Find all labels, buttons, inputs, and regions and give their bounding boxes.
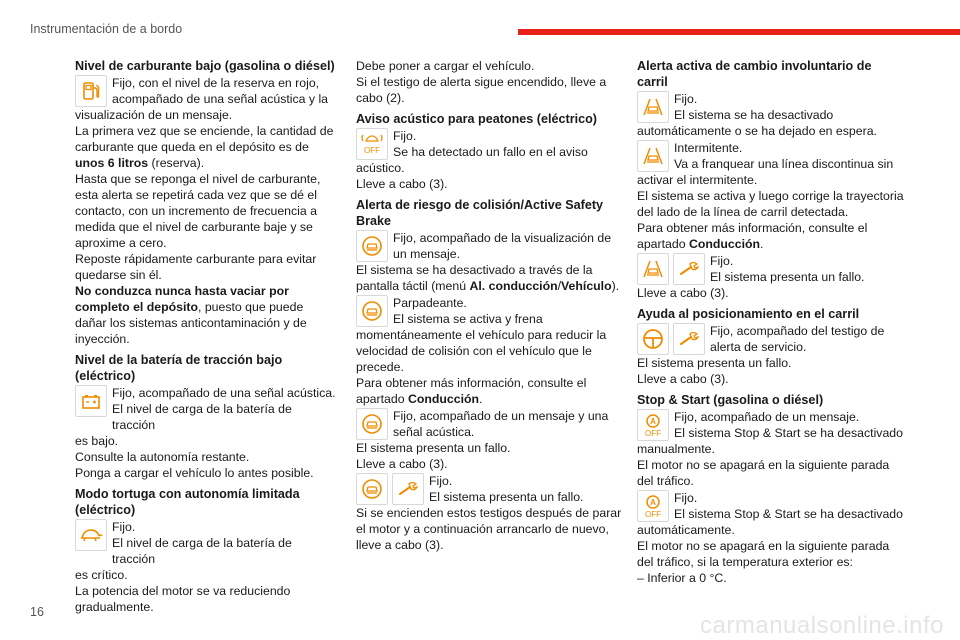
icon-line: [356, 230, 624, 262]
text: (reserva).: [148, 156, 205, 170]
text-line: El sistema Stop & Start se ha desactivado: [674, 426, 903, 440]
text-line: acompañado de una señal acústica y la: [112, 92, 329, 106]
icon-line: [356, 295, 624, 327]
section-turtle-mode: [75, 486, 337, 615]
paragraph: Debe poner a cargar el vehículo.: [356, 59, 535, 73]
paragraph: El motor no se apagará en la siguiente parada del tráfico, si la temperatura exterior es:: [637, 539, 890, 569]
text-line: Fijo, acompañado de un mensaje y una: [393, 409, 609, 423]
battery-icon: [75, 385, 107, 417]
paragraph: El sistema presenta un fallo.: [356, 441, 511, 455]
paragraph: automáticamente o se ha dejado en espera.: [637, 124, 877, 138]
section-lane-positioning: [637, 306, 905, 387]
paragraph: [75, 123, 337, 171]
section-title: Modo tortuga con autonomía limitada (eléctrico): [75, 487, 300, 517]
collision-alert-icon: [356, 408, 388, 440]
lane-departure-icon: [637, 91, 669, 123]
icon-line: [637, 253, 905, 285]
lane-positioning-icon: [637, 323, 669, 355]
text-line: Fijo, acompañado de una señal acústica.: [112, 386, 336, 400]
section-title: Nivel de carburante bajo (gasolina o diésel): [75, 59, 335, 73]
wrench-icon: [673, 323, 705, 355]
section-title: Stop & Start (gasolina o diésel): [637, 393, 824, 407]
svg-text:OFF: OFF: [364, 146, 380, 155]
paragraph: es bajo.: [75, 434, 119, 448]
icon-line: [356, 408, 624, 440]
text: /: [557, 279, 562, 293]
paragraph: El sistema presenta un fallo.: [637, 356, 792, 370]
text: Para obtener más información, consulte el apartado: [356, 376, 587, 406]
paragraph: activar el intermitente.: [637, 173, 758, 187]
text: La primera vez que se enciende, la cantidad de carburante que queda en el depósito es de: [75, 124, 334, 154]
text-line: señal acústica.: [393, 425, 475, 439]
paragraph: Reposte rápidamente carburante para evitar quedarse sin él.: [75, 252, 317, 282]
header-accent-bar: [518, 29, 960, 35]
text-line: Fijo.: [674, 92, 698, 106]
icon-line: [637, 91, 905, 123]
text-line: El sistema se activa y frena: [393, 312, 543, 326]
text-line: Intermitente.: [674, 141, 743, 155]
collision-alert-icon: [356, 473, 388, 505]
icon-line: [637, 140, 905, 172]
text: Para obtener más información, consulte el apartado: [637, 221, 868, 251]
section-title: Nivel de la batería de tracción bajo (eléctrico): [75, 353, 283, 383]
svg-text:OFF: OFF: [645, 510, 661, 519]
text: , puesto que puede dañar los sistemas anticontaminación y de inyección.: [75, 300, 307, 346]
paragraph: Lleve a cabo (3).: [637, 286, 729, 300]
column-2: [356, 58, 624, 558]
section-title: Alerta de riesgo de colisión/Active Safety Brake: [356, 198, 604, 228]
text-line: un mensaje.: [393, 247, 460, 261]
paragraph: visualización de un mensaje.: [75, 108, 233, 122]
wrench-icon: [673, 253, 705, 285]
stop-start-off-icon: [637, 409, 669, 441]
icon-line: [637, 323, 905, 355]
text: .: [479, 392, 483, 406]
icon-line: [637, 409, 905, 441]
svg-text:A: A: [650, 417, 656, 426]
text-line: Se ha detectado un fallo en el aviso: [393, 145, 588, 159]
paragraph: La potencia del motor se va reduciendo gradualmente.: [75, 584, 291, 614]
text-line: Fijo, acompañado de la visualización de: [393, 231, 612, 245]
paragraph: [356, 375, 624, 407]
lane-departure-icon: [637, 140, 669, 172]
pedestrian-alert-off-icon: [356, 128, 388, 160]
text-line: Fijo.: [429, 474, 453, 488]
bold-text: unos 6 litros: [75, 156, 149, 170]
icon-line: [356, 473, 624, 505]
section-stop-start: [637, 392, 905, 586]
svg-text:A: A: [650, 498, 656, 507]
paragraph: acústico.: [356, 161, 405, 175]
text-line: El sistema Stop & Start se ha desactivado: [674, 507, 903, 521]
paragraph: Lleve a cabo (3).: [356, 177, 448, 191]
page-header-title: Instrumentación de a bordo: [30, 22, 183, 36]
text-line: Fijo, acompañado del testigo de: [710, 324, 885, 338]
paragraph: Si el testigo de alerta sigue encendido, lleve a cabo (2).: [356, 75, 607, 105]
icon-line: [75, 385, 337, 433]
text-line: Parpadeante.: [393, 296, 467, 310]
text-line: El sistema presenta un fallo.: [429, 490, 584, 504]
text-line: alerta de servicio.: [710, 340, 807, 354]
section-title: Alerta activa de cambio involuntario de carril: [637, 59, 872, 89]
paragraph: El sistema se activa y luego corrige la trayectoria del lado de la línea de carril detectada.: [637, 189, 904, 219]
column-1: [75, 58, 337, 620]
paragraph: Ponga a cargar el vehículo lo antes posible.: [75, 466, 314, 480]
paragraph: es crítico.: [75, 568, 128, 582]
text-line: Fijo.: [393, 129, 417, 143]
paragraph: automáticamente.: [637, 523, 735, 537]
paragraph: Si se encienden estos testigos después de parar el motor y a continuación arrancarlo de nuevo, lleve a cabo (3).: [356, 506, 622, 552]
paragraph: [75, 283, 337, 347]
paragraph: Hasta que se reponga el nivel de carburante, esta alerta se repetirá cada vez que se dé el contacto, con un incremento de frecuencia a medida que el nivel de carburante baje y se aproxime a cero.: [75, 172, 321, 250]
paragraph: El motor no se apagará en la siguiente parada del tráfico.: [637, 458, 890, 488]
paragraph: [356, 262, 624, 294]
icon-line: [75, 75, 337, 107]
text-line: Fijo, acompañado de un mensaje.: [674, 410, 860, 424]
watermark: carmanualsonline.info: [700, 612, 944, 639]
icon-line: [356, 128, 624, 160]
text-line: Va a franquear una línea discontinua sin: [674, 157, 894, 171]
section-title: Aviso acústico para peatones (eléctrico): [356, 112, 597, 126]
section-lane-departure: [637, 58, 905, 301]
text-line: El sistema presenta un fallo.: [710, 270, 865, 284]
paragraph: – Inferior a 0 °C.: [637, 571, 727, 585]
page-number: 16: [30, 605, 44, 619]
intro-block: [356, 58, 624, 106]
icon-line: [637, 490, 905, 522]
paragraph: Lleve a cabo (3).: [637, 372, 729, 386]
bold-text: Conducción: [688, 237, 761, 251]
paragraph: Lleve a cabo (3).: [356, 457, 448, 471]
paragraph: [637, 220, 905, 252]
paragraph: momentáneamente el vehículo para reducir la velocidad de colisión con el vehículo que le precede.: [356, 328, 607, 374]
text-line: Fijo.: [710, 254, 734, 268]
text-line: El nivel de carga de la batería de tracción: [112, 536, 292, 566]
text: El sistema se ha desactivado a través de la pantalla táctil (menú: [356, 263, 593, 293]
section-traction-battery: [75, 352, 337, 481]
section-collision-alert: [356, 197, 624, 553]
bold-text: No conduzca nunca hasta vaciar por completo el depósito: [75, 284, 289, 314]
lane-departure-icon: [637, 253, 669, 285]
fuel-pump-icon: [75, 75, 107, 107]
text-line: Fijo.: [674, 491, 698, 505]
icon-line: [75, 519, 337, 567]
text-line: Fijo.: [112, 520, 136, 534]
column-3: [637, 58, 905, 591]
text-line: El nivel de carga de la batería de tracción: [112, 402, 292, 432]
bold-text: Conducción: [407, 392, 480, 406]
section-low-fuel: [75, 58, 337, 347]
wrench-icon: [392, 473, 424, 505]
collision-alert-icon: [356, 295, 388, 327]
text-line: Fijo, con el nivel de la reserva en rojo,: [112, 76, 320, 90]
turtle-icon: [75, 519, 107, 551]
text-line: El sistema se ha desactivado: [674, 108, 834, 122]
paragraph: manualmente.: [637, 442, 715, 456]
text: .: [760, 237, 764, 251]
bold-text: Vehículo: [561, 279, 612, 293]
svg-text:OFF: OFF: [645, 429, 661, 438]
paragraph: Consulte la autonomía restante.: [75, 450, 250, 464]
collision-alert-icon: [356, 230, 388, 262]
section-title: Ayuda al posicionamiento en el carril: [637, 307, 860, 321]
text: ).: [611, 279, 620, 293]
section-pedestrian-alert: [356, 111, 624, 192]
stop-start-off-icon: [637, 490, 669, 522]
bold-text: Al. conducción: [469, 279, 558, 293]
